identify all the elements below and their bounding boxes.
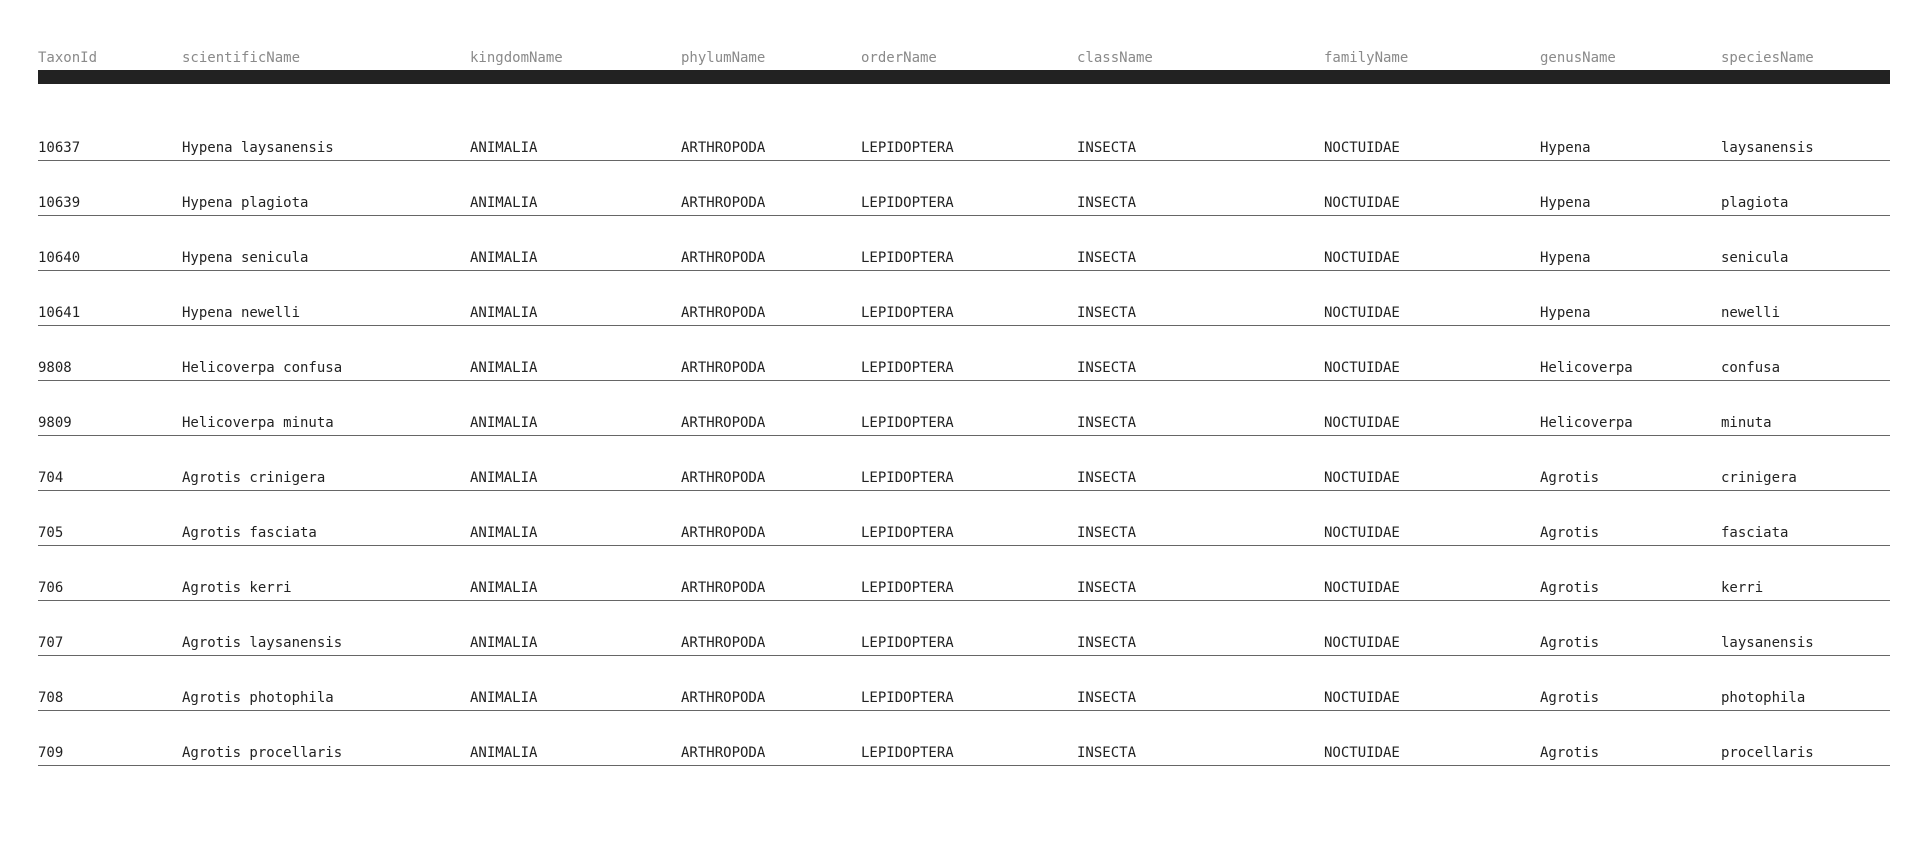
column-header-genusname[interactable]: genusName bbox=[1540, 50, 1616, 66]
cell-kingdomname: ANIMALIA bbox=[470, 415, 538, 431]
cell-classname: INSECTA bbox=[1077, 305, 1137, 321]
cell-classname: INSECTA bbox=[1077, 525, 1137, 541]
cell-ordername: LEPIDOPTERA bbox=[861, 305, 954, 321]
cell-phylumname: ARTHROPODA bbox=[681, 690, 766, 706]
cell-scientificname: Helicoverpa confusa bbox=[182, 360, 343, 376]
cell-phylumname: ARTHROPODA bbox=[681, 305, 766, 321]
cell-ordername: LEPIDOPTERA bbox=[861, 250, 954, 266]
cell-ordername: LEPIDOPTERA bbox=[861, 690, 954, 706]
cell-scientificname: Hypena senicula bbox=[182, 250, 309, 266]
cell-taxonid: 704 bbox=[38, 470, 64, 486]
cell-ordername: LEPIDOPTERA bbox=[861, 470, 954, 486]
table-row[interactable] bbox=[38, 576, 1890, 601]
cell-ordername: LEPIDOPTERA bbox=[861, 140, 954, 156]
cell-speciesname: senicula bbox=[1721, 250, 1789, 266]
cell-genusname: Hypena bbox=[1540, 305, 1591, 321]
cell-familyname: NOCTUIDAE bbox=[1324, 635, 1400, 651]
cell-speciesname: fasciata bbox=[1721, 525, 1789, 541]
cell-phylumname: ARTHROPODA bbox=[681, 415, 766, 431]
cell-taxonid: 9808 bbox=[38, 360, 72, 376]
cell-taxonid: 9809 bbox=[38, 415, 72, 431]
cell-phylumname: ARTHROPODA bbox=[681, 745, 766, 761]
cell-genusname: Agrotis bbox=[1540, 525, 1600, 541]
cell-ordername: LEPIDOPTERA bbox=[861, 195, 954, 211]
table-row[interactable] bbox=[38, 631, 1890, 656]
cell-scientificname: Helicoverpa minuta bbox=[182, 415, 334, 431]
cell-taxonid: 10640 bbox=[38, 250, 81, 266]
cell-genusname: Helicoverpa bbox=[1540, 360, 1633, 376]
cell-genusname: Helicoverpa bbox=[1540, 415, 1633, 431]
table-row[interactable] bbox=[38, 686, 1890, 711]
cell-speciesname: photophila bbox=[1721, 690, 1806, 706]
cell-genusname: Agrotis bbox=[1540, 745, 1600, 761]
table-row[interactable] bbox=[38, 191, 1890, 216]
cell-genusname: Hypena bbox=[1540, 250, 1591, 266]
cell-classname: INSECTA bbox=[1077, 360, 1137, 376]
cell-scientificname: Agrotis photophila bbox=[182, 690, 334, 706]
table-row[interactable] bbox=[38, 466, 1890, 491]
cell-familyname: NOCTUIDAE bbox=[1324, 250, 1400, 266]
cell-familyname: NOCTUIDAE bbox=[1324, 195, 1400, 211]
table-row[interactable] bbox=[38, 411, 1890, 436]
cell-phylumname: ARTHROPODA bbox=[681, 525, 766, 541]
table-row[interactable] bbox=[38, 521, 1890, 546]
cell-genusname: Hypena bbox=[1540, 195, 1591, 211]
cell-kingdomname: ANIMALIA bbox=[470, 470, 538, 486]
cell-taxonid: 10641 bbox=[38, 305, 81, 321]
cell-phylumname: ARTHROPODA bbox=[681, 360, 766, 376]
cell-classname: INSECTA bbox=[1077, 415, 1137, 431]
cell-speciesname: procellaris bbox=[1721, 745, 1814, 761]
column-header-phylumname[interactable]: phylumName bbox=[681, 50, 766, 66]
cell-scientificname: Agrotis procellaris bbox=[182, 745, 343, 761]
cell-speciesname: kerri bbox=[1721, 580, 1764, 596]
cell-kingdomname: ANIMALIA bbox=[470, 635, 538, 651]
cell-kingdomname: ANIMALIA bbox=[470, 690, 538, 706]
cell-classname: INSECTA bbox=[1077, 745, 1137, 761]
cell-classname: INSECTA bbox=[1077, 690, 1137, 706]
cell-ordername: LEPIDOPTERA bbox=[861, 360, 954, 376]
cell-scientificname: Agrotis laysanensis bbox=[182, 635, 343, 651]
column-header-familyname[interactable]: familyName bbox=[1324, 50, 1409, 66]
column-header-speciesname[interactable]: speciesName bbox=[1721, 50, 1814, 66]
cell-genusname: Agrotis bbox=[1540, 690, 1600, 706]
cell-speciesname: crinigera bbox=[1721, 470, 1797, 486]
cell-kingdomname: ANIMALIA bbox=[470, 525, 538, 541]
cell-scientificname: Agrotis kerri bbox=[182, 580, 292, 596]
cell-familyname: NOCTUIDAE bbox=[1324, 360, 1400, 376]
cell-taxonid: 10637 bbox=[38, 140, 81, 156]
cell-familyname: NOCTUIDAE bbox=[1324, 305, 1400, 321]
cell-scientificname: Hypena newelli bbox=[182, 305, 301, 321]
cell-familyname: NOCTUIDAE bbox=[1324, 745, 1400, 761]
column-header-classname[interactable]: className bbox=[1077, 50, 1153, 66]
cell-speciesname: laysanensis bbox=[1721, 140, 1814, 156]
cell-speciesname: plagiota bbox=[1721, 195, 1789, 211]
cell-classname: INSECTA bbox=[1077, 470, 1137, 486]
cell-taxonid: 10639 bbox=[38, 195, 81, 211]
table-header bbox=[38, 48, 1890, 68]
cell-taxonid: 705 bbox=[38, 525, 64, 541]
cell-familyname: NOCTUIDAE bbox=[1324, 140, 1400, 156]
table-row[interactable] bbox=[38, 246, 1890, 271]
cell-familyname: NOCTUIDAE bbox=[1324, 470, 1400, 486]
cell-phylumname: ARTHROPODA bbox=[681, 195, 766, 211]
column-header-kingdomname[interactable]: kingdomName bbox=[470, 50, 563, 66]
cell-genusname: Hypena bbox=[1540, 140, 1591, 156]
header-divider bbox=[38, 70, 1890, 84]
cell-familyname: NOCTUIDAE bbox=[1324, 580, 1400, 596]
cell-ordername: LEPIDOPTERA bbox=[861, 525, 954, 541]
table-row[interactable] bbox=[38, 741, 1890, 766]
cell-familyname: NOCTUIDAE bbox=[1324, 415, 1400, 431]
cell-classname: INSECTA bbox=[1077, 250, 1137, 266]
cell-ordername: LEPIDOPTERA bbox=[861, 415, 954, 431]
cell-kingdomname: ANIMALIA bbox=[470, 250, 538, 266]
cell-speciesname: laysanensis bbox=[1721, 635, 1814, 651]
table-row[interactable] bbox=[38, 136, 1890, 161]
cell-speciesname: confusa bbox=[1721, 360, 1781, 376]
cell-taxonid: 709 bbox=[38, 745, 64, 761]
cell-kingdomname: ANIMALIA bbox=[470, 745, 538, 761]
cell-scientificname: Agrotis fasciata bbox=[182, 525, 317, 541]
cell-ordername: LEPIDOPTERA bbox=[861, 635, 954, 651]
cell-speciesname: minuta bbox=[1721, 415, 1772, 431]
cell-familyname: NOCTUIDAE bbox=[1324, 525, 1400, 541]
column-header-scientificname[interactable]: scientificName bbox=[182, 50, 301, 66]
column-header-taxonid[interactable]: TaxonId bbox=[38, 50, 98, 66]
cell-genusname: Agrotis bbox=[1540, 635, 1600, 651]
cell-ordername: LEPIDOPTERA bbox=[861, 745, 954, 761]
cell-scientificname: Agrotis crinigera bbox=[182, 470, 326, 486]
cell-scientificname: Hypena laysanensis bbox=[182, 140, 334, 156]
cell-taxonid: 706 bbox=[38, 580, 64, 596]
cell-speciesname: newelli bbox=[1721, 305, 1781, 321]
cell-genusname: Agrotis bbox=[1540, 580, 1600, 596]
cell-classname: INSECTA bbox=[1077, 580, 1137, 596]
cell-phylumname: ARTHROPODA bbox=[681, 580, 766, 596]
cell-kingdomname: ANIMALIA bbox=[470, 360, 538, 376]
column-header-ordername[interactable]: orderName bbox=[861, 50, 937, 66]
cell-phylumname: ARTHROPODA bbox=[681, 140, 766, 156]
cell-ordername: LEPIDOPTERA bbox=[861, 580, 954, 596]
cell-phylumname: ARTHROPODA bbox=[681, 635, 766, 651]
cell-phylumname: ARTHROPODA bbox=[681, 470, 766, 486]
table-row[interactable] bbox=[38, 301, 1890, 326]
cell-taxonid: 708 bbox=[38, 690, 64, 706]
cell-phylumname: ARTHROPODA bbox=[681, 250, 766, 266]
cell-genusname: Agrotis bbox=[1540, 470, 1600, 486]
cell-familyname: NOCTUIDAE bbox=[1324, 690, 1400, 706]
table-row[interactable] bbox=[38, 356, 1890, 381]
cell-kingdomname: ANIMALIA bbox=[470, 305, 538, 321]
cell-kingdomname: ANIMALIA bbox=[470, 195, 538, 211]
cell-classname: INSECTA bbox=[1077, 635, 1137, 651]
cell-classname: INSECTA bbox=[1077, 140, 1137, 156]
cell-taxonid: 707 bbox=[38, 635, 64, 651]
cell-scientificname: Hypena plagiota bbox=[182, 195, 309, 211]
cell-kingdomname: ANIMALIA bbox=[470, 140, 538, 156]
cell-kingdomname: ANIMALIA bbox=[470, 580, 538, 596]
cell-classname: INSECTA bbox=[1077, 195, 1137, 211]
